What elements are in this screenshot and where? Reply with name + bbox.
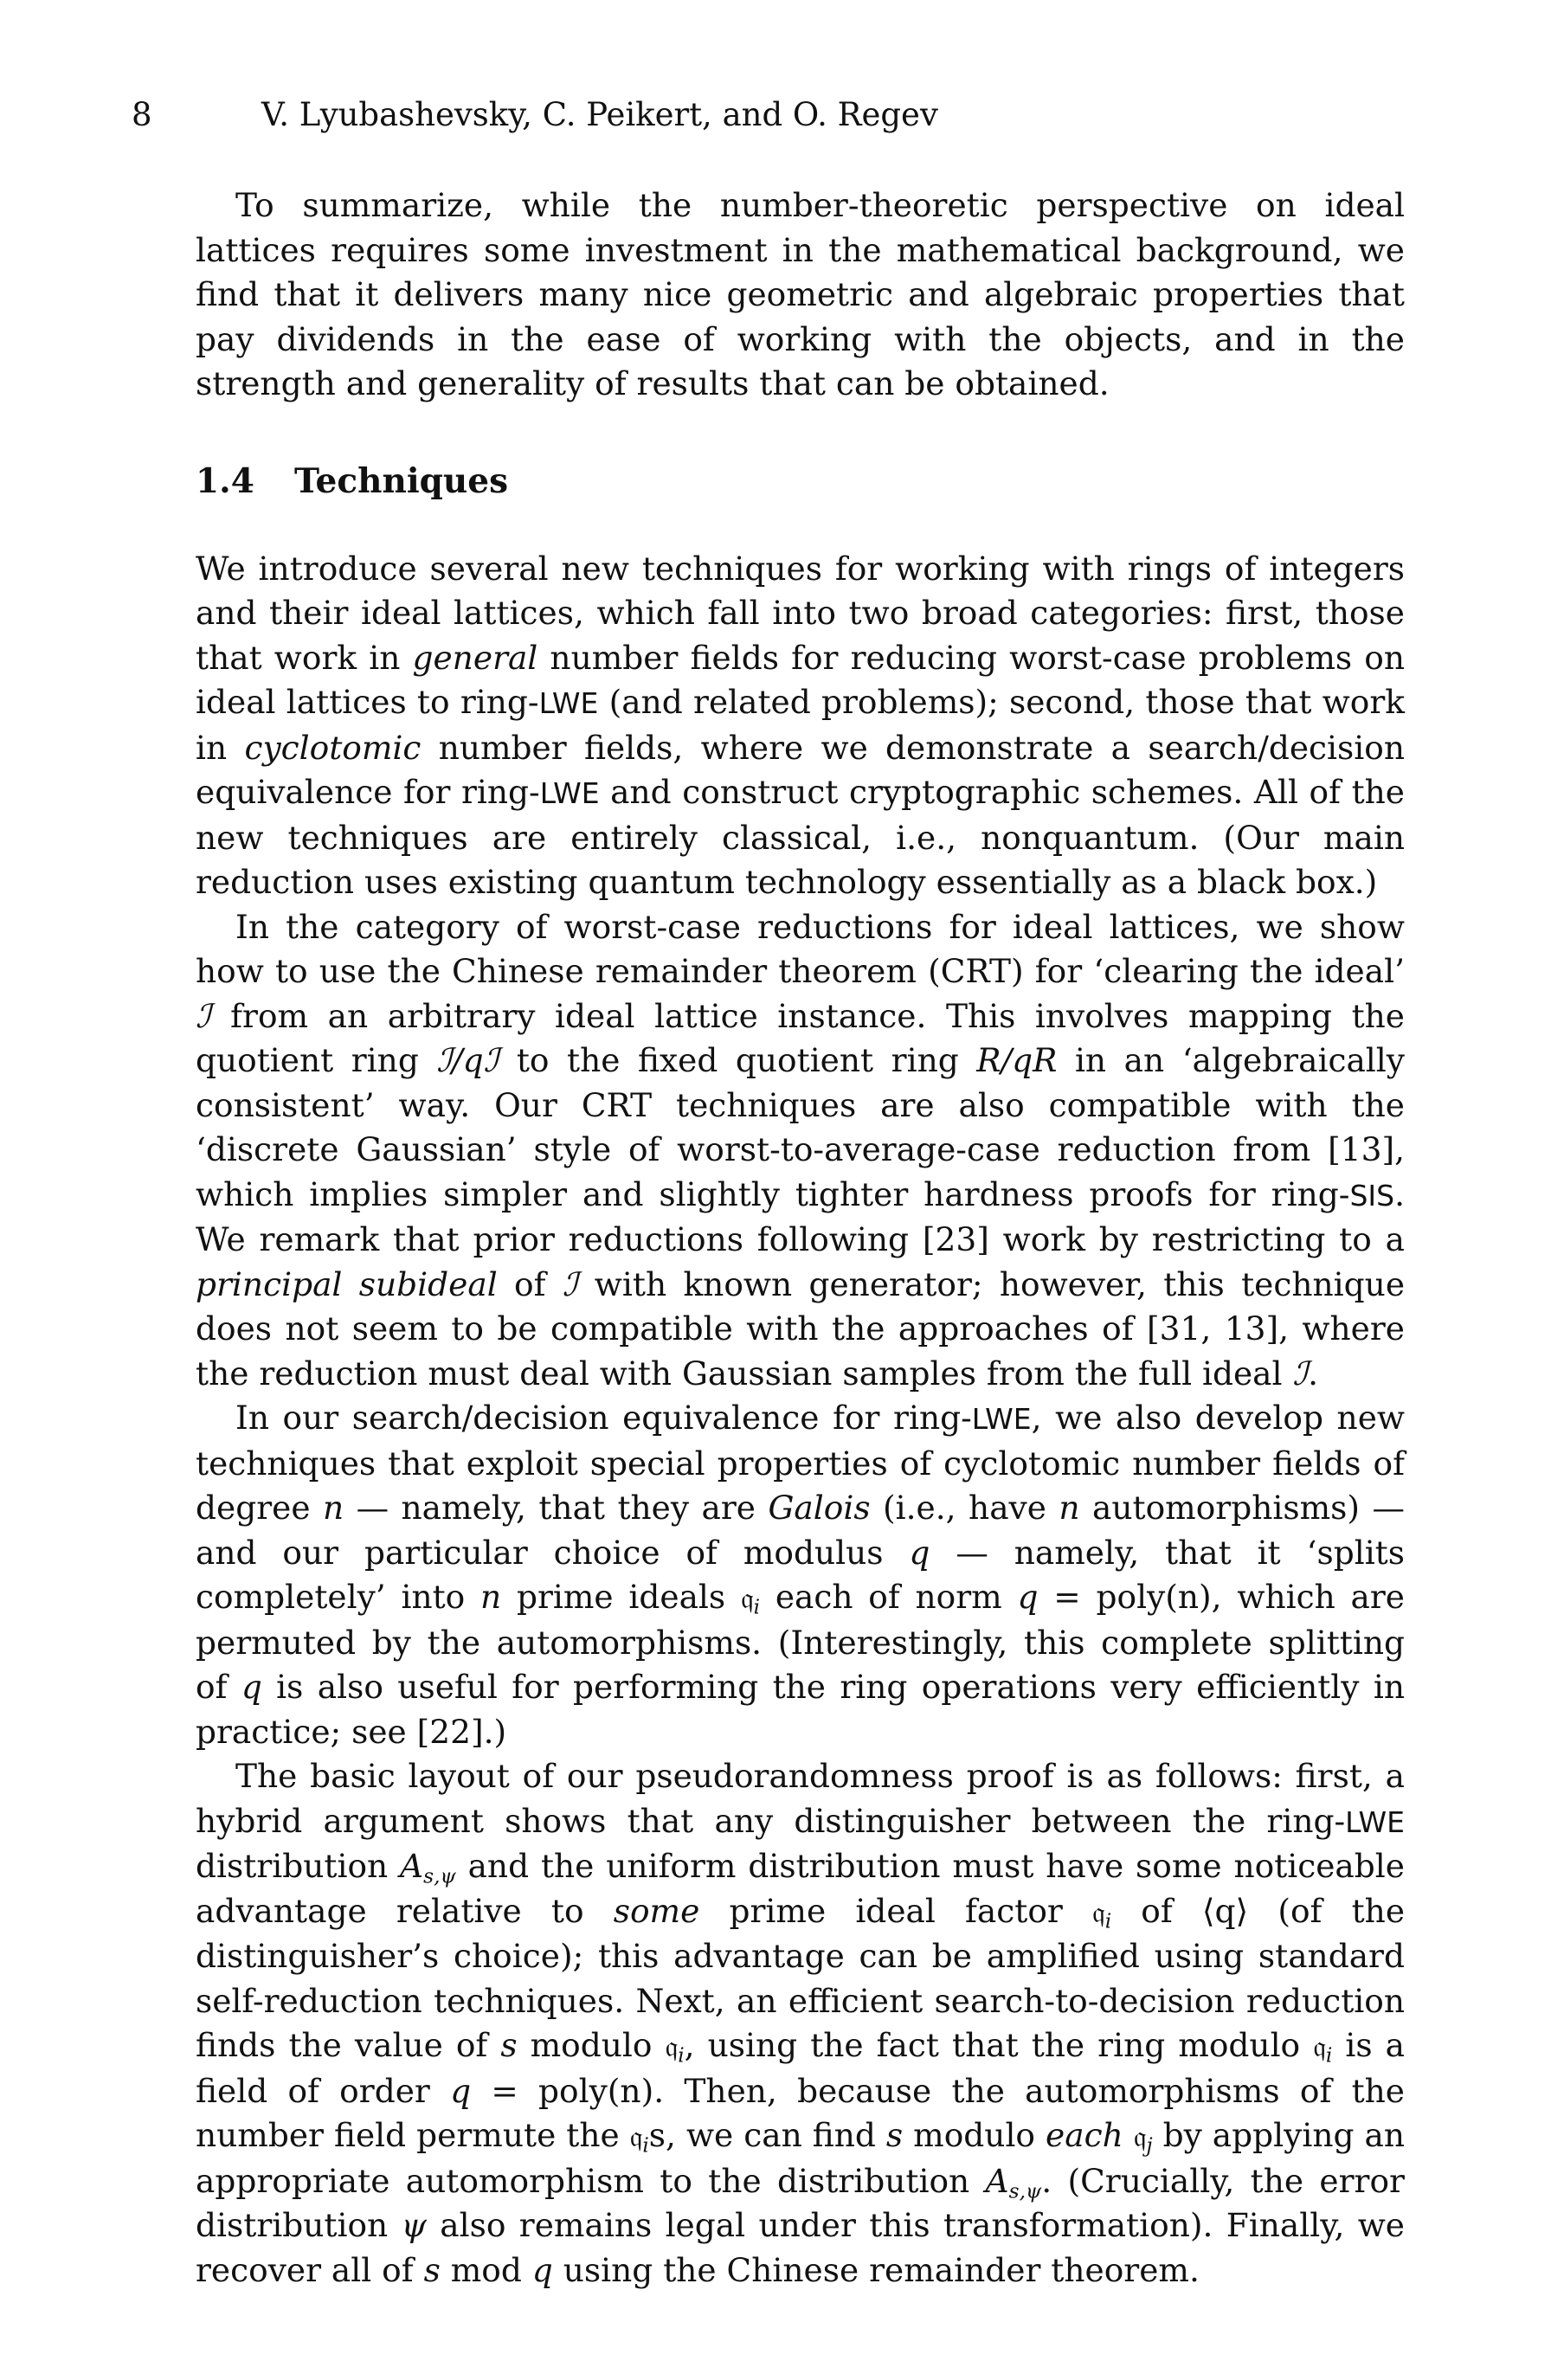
section-heading (196, 459, 1405, 504)
paragraph-summary: To summarize, while the number-theoretic perspective on ideal lattices requires some investment in the mathematical background, we find that it delivers many nice geometric and algebraic properties that pay dividends in the ease of working with the objects, and in the strength and generality of results that can be obtained. (196, 186, 1405, 402)
section-number: 1.4 (196, 460, 254, 501)
section-title: Techniques (294, 460, 509, 501)
page-body (196, 183, 1405, 2293)
running-header (132, 93, 938, 137)
paragraph-pseudorandomness-proof: The basic layout of our pseudorandomness proof is as follows: first, a hybrid argument shows that any distinguisher between the ring-LWE distribution $A_{s,\psi}$ and the uniform distribution must have some noticeable advantage relative to some prime ideal factor 𝔮$_i$ of ⟨q⟩ (of the distinguisher’s choice); this advantage can be amplified using standard self-reduction techniques. Next, an efficient search-to-decision reduction finds the value of s modulo 𝔮$_i$, using the fact that the ring modulo 𝔮$_i$ is a field of order q = poly(n). Then, because the automorphisms of the number field permute the 𝔮$_i$s, we can find s modulo each 𝔮$_j$ by applying an appropriate automorphism to the distribution $A_{s,\psi}$. (Crucially, the error distribution ψ also remains legal under this transformation). Finally, we recover all of s mod q using the Chinese remainder theorem. (196, 1757, 1406, 2289)
paragraph-search-decision: In our search/decision equivalence for ring-LWE, we also develop new techniques that exploit special properties of cyclotomic number fields of degree n — namely, that they are Galois (i.e., have n automorphisms) — and our particular choice of modulus q — namely, that it ‘splits completely’ into n prime ideals 𝔮$_i$ each of norm q = poly(n), which are permuted by the automorphisms. (Interestingly, this complete splitting of q is also useful for performing the ring operations very efficiently in practice; see [22].) (196, 1399, 1405, 1751)
paragraph-techniques-intro: We introduce several new techniques for working with rings of integers and their ideal lattices, which fall into two broad categories: first, those that work in general number fields for reducing worst-case problems on ideal lattices to ring-LWE (and related problems); second, those that work in cyclotomic number fields, where we demonstrate a search/decision equivalence for ring-LWE and construct cryptographic schemes. All of the new techniques are entirely classical, i.e., nonquantum. (Our main reduction uses existing quantum technology essentially as a black box.) (196, 549, 1405, 901)
running-header-authors: V. Lyubashevsky, C. Peikert, and O. Regev (261, 96, 938, 133)
page-number: 8 (132, 96, 152, 133)
paragraph-worst-case-reductions: In the category of worst-case reductions for ideal lattices, we show how to use the Chinese remainder theorem (CRT) for ‘clearing the ideal’ ℐ from an arbitrary ideal lattice instance. This involves mapping the quotient ring ℐ/qℐ to the fixed quotient ring R/qR in an ‘algebraically consistent’ way. Our CRT techniques are also compatible with the ‘discrete Gaussian’ style of worst-to-average-case reduction from [13], which implies simpler and slightly tighter hardness proofs for ring-SIS. We remark that prior reductions following [23] work by restricting to a principal subideal of ℐ with known generator; however, this technique does not seem to be compatible with the approaches of [31, 13], where the reduction must deal with Gaussian samples from the full ideal ℐ. (196, 907, 1406, 1393)
